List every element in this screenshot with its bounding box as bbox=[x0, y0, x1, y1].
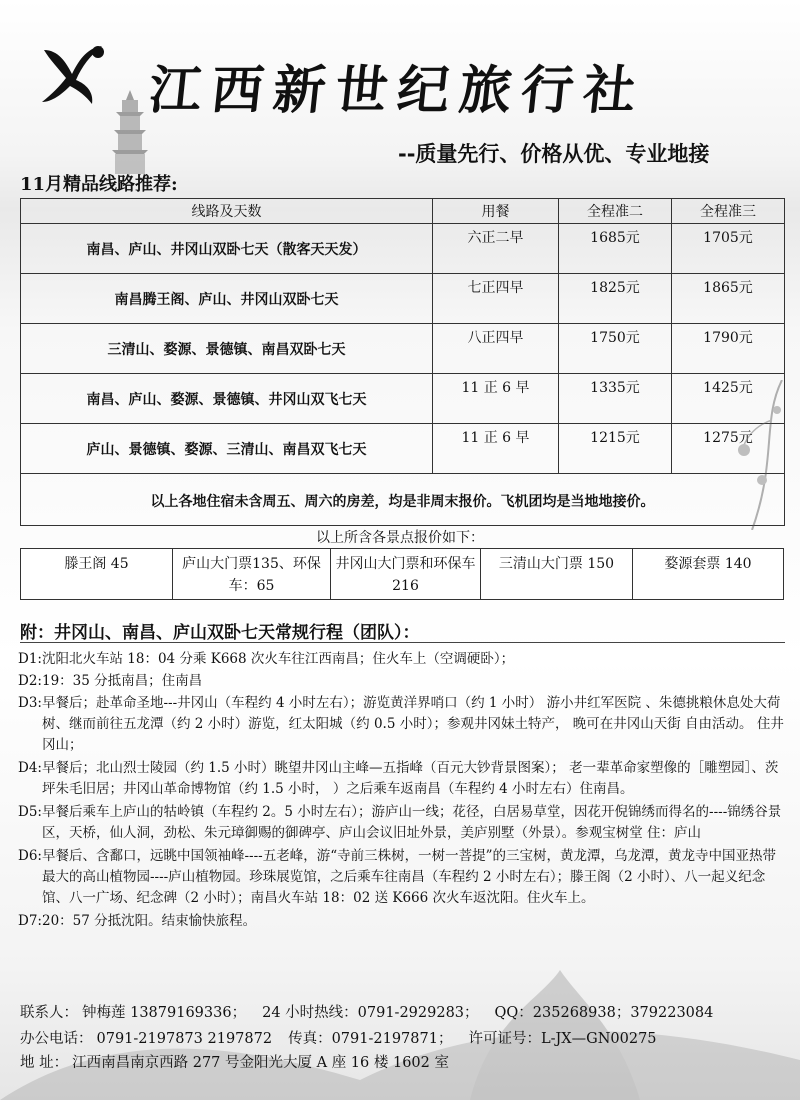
list-item bbox=[18, 846, 788, 909]
day-text: 早餐后；北山烈士陵园（约 1.5 小时）眺望井冈山主峰—五指峰（百元大钞背景图案）； 老一辈革命家塑像的［雕塑园］、茨坪朱毛旧居；井冈山革命博物馆（约 1.5 小时， ）之后乘车返南昌（车程约 4 小时左右）住南昌。 bbox=[42, 760, 779, 797]
contact-line bbox=[20, 1051, 790, 1072]
route-price-triple: 1790元 bbox=[672, 324, 785, 374]
route-name: 南昌腾王阁、庐山、井冈山双卧七天 bbox=[21, 274, 433, 324]
day-label: D2: bbox=[18, 673, 42, 689]
header-price-triple: 全程准三 bbox=[672, 199, 785, 224]
day-text: 19：35 分抵南昌；住南昌 bbox=[42, 673, 203, 689]
header-meals: 用餐 bbox=[433, 199, 559, 224]
attraction-price: 婺源套票 140 bbox=[664, 556, 752, 572]
fax: 传真：0791-2197871； bbox=[288, 1031, 453, 1047]
itinerary-title: 附：井冈山、南昌、庐山双卧七天常规行程（团队）： bbox=[20, 623, 420, 643]
company-slogan: --质量先行、价格从优、专业地接 bbox=[398, 142, 710, 166]
route-name: 南昌、庐山、井冈山双卧七天（散客天天发） bbox=[21, 224, 433, 274]
route-price-double: 1750元 bbox=[559, 324, 672, 374]
day-text: 早餐后乘车上庐山的牯岭镇（车程约 2。5 小时左右）；游庐山一线；花径，白居易草堂，因花开倪锦绣而得名的----锦绣谷景区，天桥，仙人洞，劲松、朱元璋御赐的御碑亭、庐山会议旧址外景，美庐别墅（外景）。参观宝树堂 住：庐山 bbox=[42, 804, 782, 841]
route-price-triple: 1275元 bbox=[672, 424, 785, 474]
routes-section-title: 11月精品线路推荐: bbox=[20, 174, 178, 195]
qq-numbers: QQ：235268938；379223084 bbox=[494, 1005, 714, 1021]
contact-line bbox=[20, 1001, 790, 1022]
office-phone-label: 办公电话： bbox=[20, 1031, 93, 1047]
attraction-price: 滕王阁 45 bbox=[21, 549, 173, 599]
route-price-triple: 1865元 bbox=[672, 274, 785, 324]
list-item bbox=[18, 758, 788, 800]
company-logo bbox=[38, 40, 108, 110]
route-price-triple: 1425元 bbox=[672, 374, 785, 424]
office-phone: 0791-2197873 2197872 bbox=[96, 1031, 273, 1047]
table-row bbox=[21, 274, 785, 324]
header-route: 线路及天数 bbox=[21, 199, 433, 224]
day-text: 20：57 分抵沈阳。结束愉快旅程。 bbox=[42, 913, 257, 929]
day-text: 沈阳北火车站 18：04 分乘 K668 次火车往江西南昌；住火车上（空调硬卧）； bbox=[42, 651, 515, 667]
contact-person-label: 联系人： bbox=[20, 1005, 78, 1021]
address-label: 地 址： bbox=[20, 1055, 69, 1071]
route-price-double: 1825元 bbox=[559, 274, 672, 324]
route-name: 庐山、景德镇、婺源、三清山、南昌双飞七天 bbox=[21, 424, 433, 474]
route-meals: 11 正 6 早 bbox=[433, 374, 559, 424]
routes-note: 以上各地住宿未含周五、周六的房差，均是非周末报价。飞机团均是当地地接价。 bbox=[21, 474, 785, 526]
attraction-price: 庐山大门票135、环保车：65 bbox=[173, 549, 331, 599]
list-item bbox=[18, 911, 788, 932]
attraction-price: 井冈山大门票和环保车 216 bbox=[331, 549, 481, 599]
divider bbox=[20, 642, 785, 643]
company-name: 江西新世纪旅行社 bbox=[146, 61, 649, 121]
flower-decoration bbox=[722, 380, 792, 530]
day-text: 早餐后、含鄱口，远眺中国领袖峰----五老峰，游“寺前三株树，一树一菩提”的三宝树，黄龙潭，乌龙潭，黄龙寺中国亚热带最大的高山植物园----庐山植物园。珍珠展览馆，之后乘车往南昌（车程约 2 小时左右）；滕王阁（2 小时）、八一起义纪念馆、八一广场、纪念碑（2 小时）；南昌火车站 18：02 送 K666 次火车返沈阳。住火车上。 bbox=[42, 848, 777, 906]
day-label: D1: bbox=[18, 651, 42, 667]
routes-header-row bbox=[21, 199, 785, 224]
contact-line bbox=[20, 1027, 790, 1048]
routes-note-row bbox=[21, 474, 785, 526]
hotline: 24 小时热线：0791-2929283； bbox=[262, 1005, 479, 1021]
table-row bbox=[21, 324, 785, 374]
route-price-double: 1685元 bbox=[559, 224, 672, 274]
list-item bbox=[18, 671, 788, 692]
attraction-price-caption: 以上所含各景点报价如下： bbox=[316, 530, 484, 546]
day-label: D5: bbox=[18, 804, 42, 820]
list-item bbox=[18, 693, 788, 756]
route-name: 南昌、庐山、婺源、景德镇、井冈山双飞七天 bbox=[21, 374, 433, 424]
route-price-triple: 1705元 bbox=[672, 224, 785, 274]
list-item bbox=[18, 649, 788, 670]
day-label: D6: bbox=[18, 848, 42, 864]
table-row bbox=[21, 374, 785, 424]
route-meals: 七正四早 bbox=[433, 274, 559, 324]
day-label: D4: bbox=[18, 760, 42, 776]
table-row bbox=[21, 424, 785, 474]
route-meals: 11 正 6 早 bbox=[433, 424, 559, 474]
license-number: 许可证号：L-JX—GN00275 bbox=[468, 1031, 657, 1047]
route-price-double: 1215元 bbox=[559, 424, 672, 474]
list-item bbox=[18, 802, 788, 844]
route-price-double: 1335元 bbox=[559, 374, 672, 424]
attraction-price: 三清山大门票 150 bbox=[481, 549, 633, 599]
day-label: D3: bbox=[18, 695, 42, 711]
header-price-double: 全程准二 bbox=[559, 199, 672, 224]
route-name: 三清山、婺源、景德镇、南昌双卧七天 bbox=[21, 324, 433, 374]
route-meals: 六正二早 bbox=[433, 224, 559, 274]
address: 江西南昌南京西路 277 号金阳光大厦 A 座 16 楼 1602 室 bbox=[72, 1055, 449, 1071]
attraction-prices bbox=[20, 548, 784, 600]
route-meals: 八正四早 bbox=[433, 324, 559, 374]
contact-person: 钟梅莲 13879169336； bbox=[82, 1005, 247, 1021]
day-label: D7: bbox=[18, 913, 42, 929]
itinerary-days bbox=[18, 649, 788, 932]
table-row bbox=[21, 224, 785, 274]
routes-table bbox=[20, 198, 785, 526]
day-text: 早餐后；赴革命圣地---井冈山（车程约 4 小时左右）；游览黄洋界哨口（约 1 小时） 游小井红军医院 、朱德挑粮休息处大荷树、继而前往五龙潭（约 2 小时）游览，红太阳城（约 0.5 小时）；参观井冈妹土特产， 晚可在井冈山天街 自由活动。 住井冈山； bbox=[42, 695, 784, 753]
